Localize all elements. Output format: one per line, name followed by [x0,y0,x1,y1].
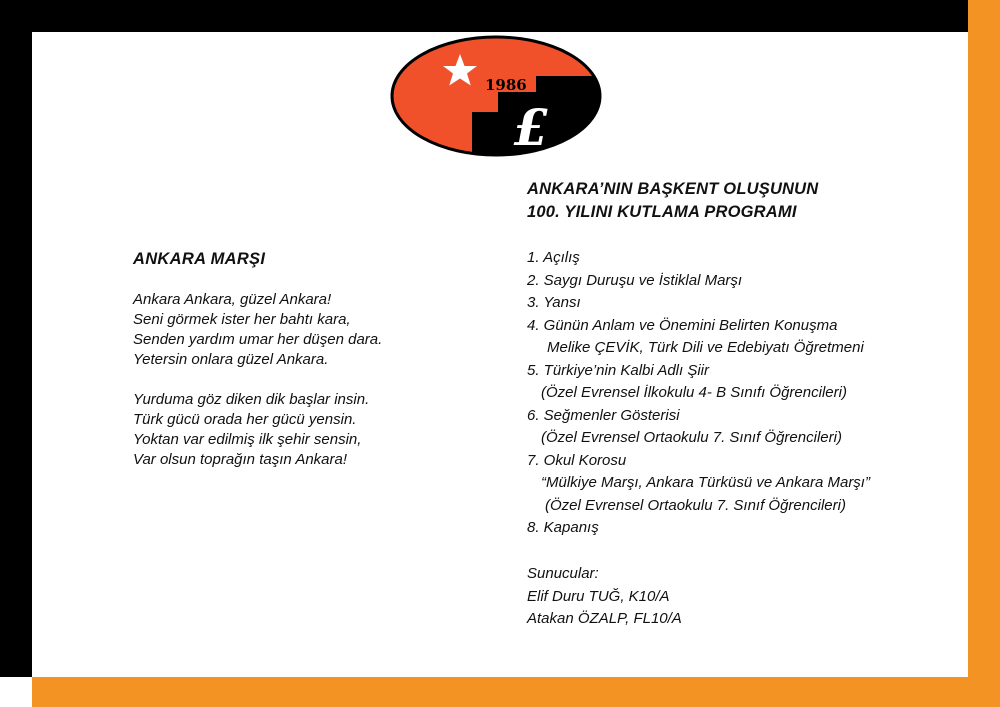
logo-pound-symbol: £ [513,98,549,157]
anthem-title: ANKARA MARŞI [133,250,266,268]
poem-line: Ankara Ankara, güzel Ankara! [133,291,332,308]
program-item-detail: (Özel Evrensel İlkokulu 4- B Sınıfı Öğrencileri) [541,384,847,401]
hosts-label: Sunucular: [527,565,599,582]
program-title-line-1: ANKARA’NIN BAŞKENT OLUŞUNUN [527,180,819,198]
frame-right-bar [968,0,1000,707]
school-logo [388,32,604,158]
frame-top-bar [0,0,968,32]
program-item: 7. Okul Korosu [527,451,627,469]
program-list [527,247,870,540]
program-item: 5. Türkiye’nin Kalbi Adlı Şiir [527,361,710,379]
program-item: 6. Seğmenler Gösterisi [527,406,680,424]
logo-year: 1986 [485,76,527,94]
frame-bottom-bar [32,677,1000,707]
poem-line: Yoktan var edilmiş ilk şehir sensin, [133,431,362,448]
poem-line: Türk gücü orada her gücü yensin. [133,411,357,428]
program-item: 1. Açılış [527,249,580,266]
program-title-line-2: 100. YILINI KUTLAMA PROGRAMI [527,203,797,221]
program-item-detail: (Özel Evrensel Ortaokulu 7. Sınıf Öğrencileri) [541,429,842,446]
program-item: 3. Yansı [527,294,581,311]
poem-line: Yurduma göz diken dik başlar insin. [133,391,370,408]
frame-left-bar [0,0,32,677]
poem-line: Var olsun toprağın taşın Ankara! [133,451,348,468]
program-title [527,178,818,224]
program-item-detail: “Mülkiye Marşı, Ankara Türküsü ve Ankara Marşı” [541,474,870,491]
anthem-poem [133,290,382,490]
poem-line: Yetersin onlara güzel Ankara. [133,351,329,368]
program-item: 2. Saygı Duruşu ve İstiklal Marşı [527,271,743,289]
anthem-stanza-2 [133,390,382,470]
program-item: 4. Günün Anlam ve Önemini Belirten Konuşma [527,316,838,334]
program-item-detail: Melike ÇEVİK, Türk Dili ve Edebiyatı Öğretmeni [547,339,864,356]
poem-line: Senden yardım umar her düşen dara. [133,331,383,348]
poem-line: Seni görmek ister her bahtı kara, [133,311,351,328]
host-name: Elif Duru TUĞ, K10/A [527,587,670,605]
hosts-section [527,563,682,631]
program-item-detail: (Özel Evrensel Ortaokulu 7. Sınıf Öğrencileri) [545,496,846,514]
program-item: 8. Kapanış [527,519,599,536]
anthem-stanza-1 [133,290,382,370]
host-name: Atakan ÖZALP, FL10/A [527,610,682,627]
